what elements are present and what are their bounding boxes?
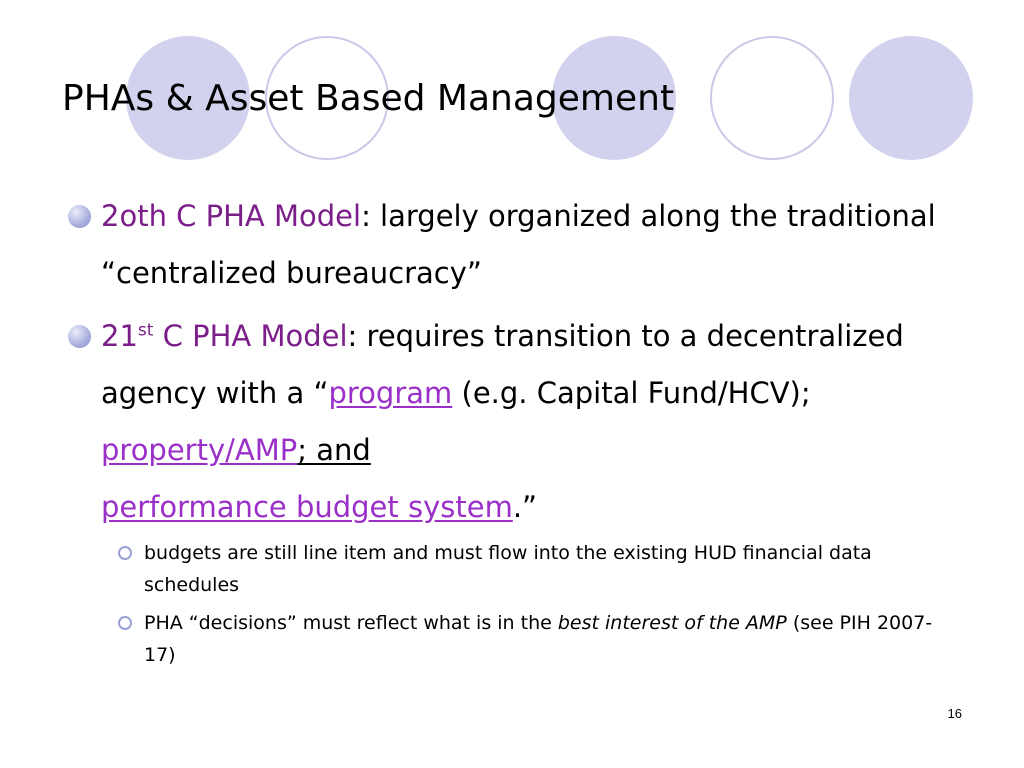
bullet-item — [64, 188, 964, 302]
decorative-circle — [849, 36, 973, 160]
sub-bullet-item — [118, 607, 958, 671]
bullet-text: ; and — [297, 433, 371, 467]
bullet-lead-rest: C PHA Model — [153, 319, 348, 353]
sub-bullet-text: (see PIH 2007-17) — [144, 612, 933, 666]
bullet-text: : requires transition to a decentralized agency with a “ — [101, 319, 904, 410]
page-number: 16 — [947, 706, 962, 721]
sub-bullet-item — [118, 537, 958, 601]
ring-bullet-icon — [118, 546, 132, 560]
decorative-circle — [710, 36, 834, 160]
bullet-lead-superscript: st — [137, 320, 154, 341]
sub-bullet-italic: best interest of the AMP — [557, 612, 787, 634]
sub-bullet-list — [118, 537, 958, 677]
bullet-lead: 2oth C PHA Model — [101, 199, 362, 233]
performance-budget-link[interactable]: performance budget system — [101, 490, 513, 524]
bullet-list — [64, 188, 964, 542]
bullet-lead — [101, 319, 348, 353]
bullet-icon — [68, 325, 91, 348]
ring-bullet-icon — [118, 616, 132, 630]
bullet-text: : largely organized along the traditional “centralized bureaucracy” — [101, 199, 936, 290]
bullet-lead-number: 21 — [101, 319, 138, 353]
property-amp-link[interactable]: property/AMP — [101, 433, 298, 467]
bullet-text: (e.g. Capital Fund/HCV); — [452, 376, 811, 410]
bullet-item — [64, 308, 964, 536]
bullet-text: .” — [512, 490, 538, 524]
sub-bullet-text: PHA “decisions” must reflect what is in the — [144, 612, 558, 634]
slide-title: PHAs & Asset Based Management — [62, 78, 675, 119]
program-link[interactable]: program — [328, 376, 453, 410]
sub-bullet-text: budgets are still line item and must flow into the existing HUD financial data schedules — [144, 542, 872, 596]
bullet-icon — [68, 205, 91, 228]
